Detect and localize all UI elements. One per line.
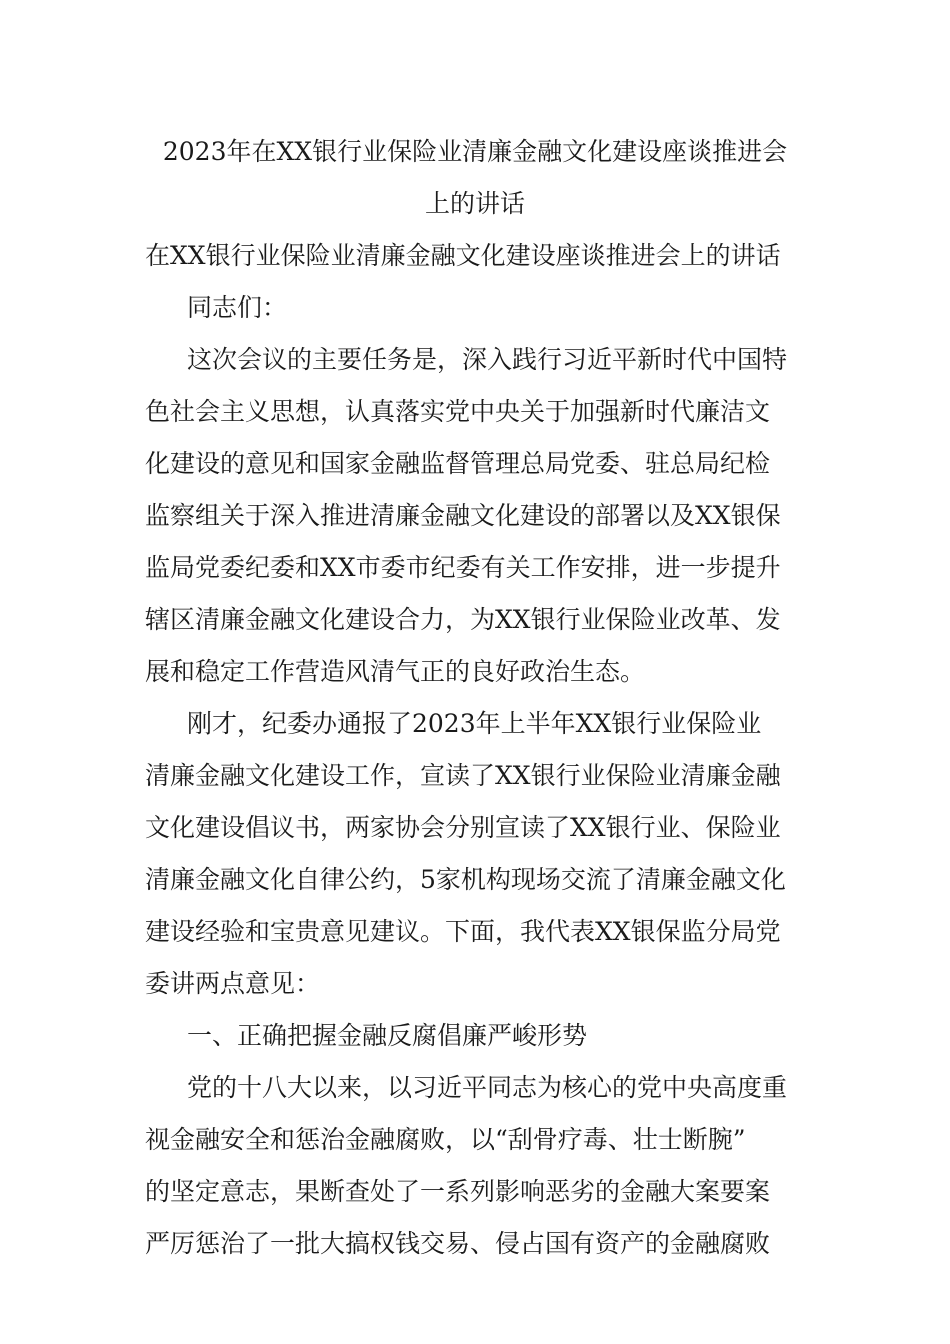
paragraph-line: 刚才，纪委办通报了2023年上半年XX银行业保险业 <box>187 709 762 738</box>
paragraph-line: 清廉金融文化自律公约，5家机构现场交流了清廉金融文化 <box>145 865 786 894</box>
paragraph-line: 展和稳定工作营造风清气正的良好政治生态。 <box>145 657 646 686</box>
paragraph-line: 委讲两点意见： <box>145 969 321 998</box>
title-line-2: 上的讲话 <box>424 189 525 218</box>
paragraph-line: 色社会主义思想，认真落实党中央关于加强新时代廉洁文 <box>145 397 771 426</box>
document-body <box>145 230 815 1270</box>
section-heading: 一、正确把握金融反腐倡廉严峻形势 <box>187 1021 588 1050</box>
paragraph-line: 这次会议的主要任务是，深入践行习近平新时代中国特 <box>187 345 788 374</box>
paragraph-line: 严厉惩治了一批大搞权钱交易、侵占国有资产的金融腐败 <box>145 1229 771 1258</box>
paragraph-line: 视金融安全和惩治金融腐败，以“刮骨疗毒、壮士断腕” <box>145 1125 746 1154</box>
paragraph-line: 监局党委纪委和XX市委市纪委有关工作安排，进一步提升 <box>145 553 781 582</box>
subtitle-line: 在XX银行业保险业清廉金融文化建设座谈推进会上的讲话 <box>145 241 781 270</box>
paragraph-line: 建设经验和宝贵意见建议。下面，我代表XX银保监分局党 <box>145 917 781 946</box>
paragraph-line: 党的十八大以来，以习近平同志为核心的党中央高度重 <box>187 1073 788 1102</box>
paragraph-line: 文化建设倡议书，两家协会分别宣读了XX银行业、保险业 <box>145 813 781 842</box>
document-title <box>130 126 820 230</box>
paragraph-line: 辖区清廉金融文化建设合力，为XX银行业保险业改革、发 <box>145 605 781 634</box>
salutation-line: 同志们： <box>187 293 288 322</box>
paragraph-line: 清廉金融文化建设工作，宣读了XX银行业保险业清廉金融 <box>145 761 781 790</box>
paragraph-line: 化建设的意见和国家金融监督管理总局党委、驻总局纪检 <box>145 449 771 478</box>
paragraph-line: 监察组关于深入推进清廉金融文化建设的部署以及XX银保 <box>145 501 781 530</box>
title-line-1: 2023年在XX银行业保险业清廉金融文化建设座谈推进会 <box>162 137 788 166</box>
paragraph-line: 的坚定意志，果断查处了一系列影响恶劣的金融大案要案 <box>145 1177 771 1206</box>
